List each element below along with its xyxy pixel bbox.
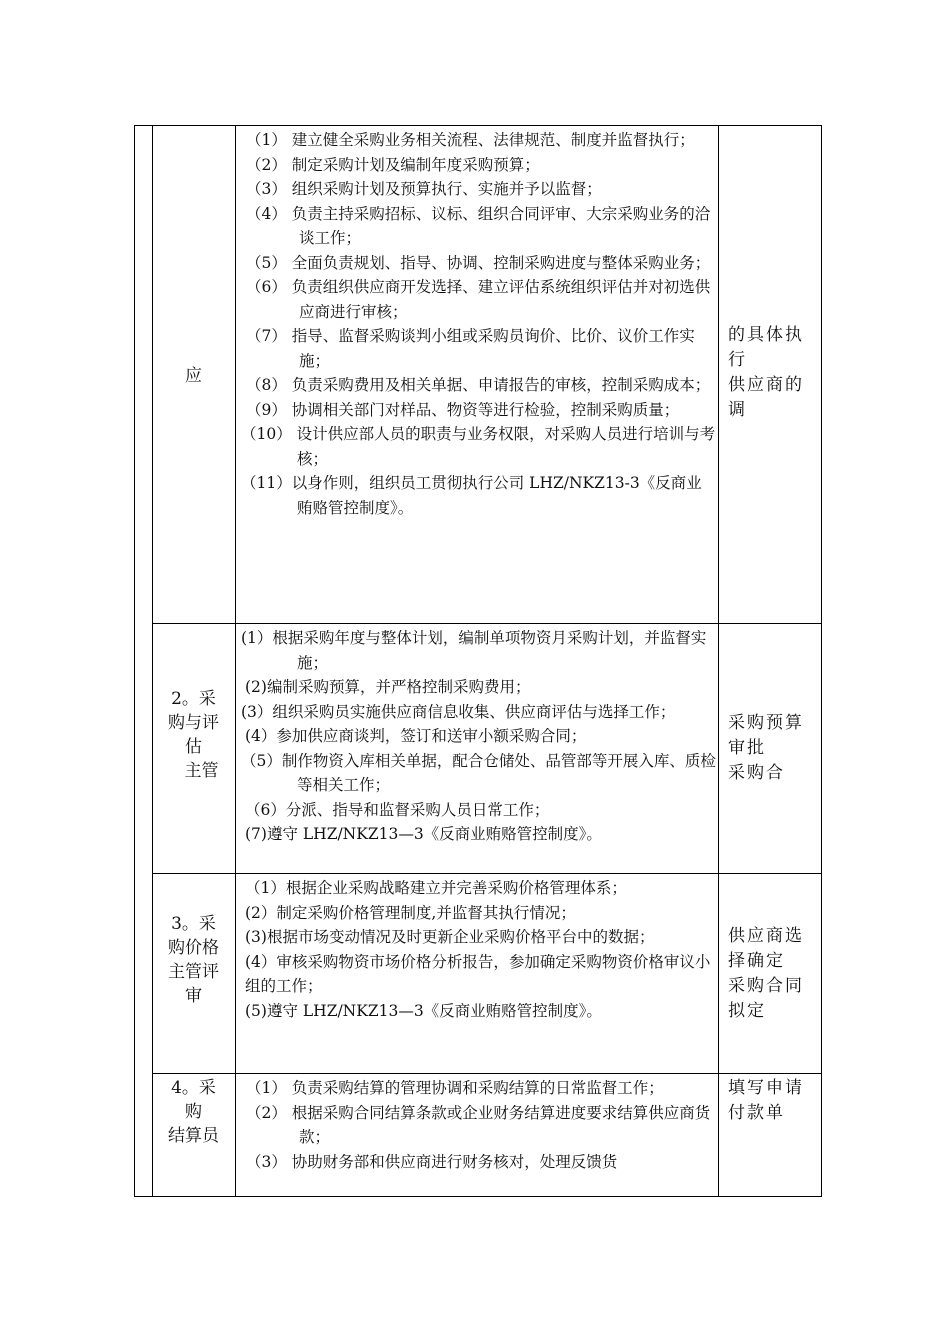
duty-item: （2） 制定采购计划及编制年度采购预算； <box>246 155 540 174</box>
column-rule-role <box>235 126 236 1196</box>
duties-cell <box>237 128 717 520</box>
role-line: 购 <box>185 1102 202 1122</box>
role-line: 结算员 <box>168 1126 219 1146</box>
role-line: 3。采 <box>171 914 216 934</box>
role-cell <box>153 912 234 1008</box>
authority-line: 拟定 <box>728 1001 766 1021</box>
duty-item: （11）以身作则，组织员工贯彻执行公司 LHZ/NKZ13-3《反商业贿赂管控制度》。 <box>241 474 702 517</box>
responsibility-table <box>134 125 822 1197</box>
duty-item: （6） 负责组织供应商开发选择、建立评估系统组织评估并对初选供应商进行审核； <box>246 278 711 321</box>
role-cell <box>153 687 234 783</box>
authority-line: 的具体执 <box>728 325 804 345</box>
role-line: 4。采 <box>171 1078 216 1098</box>
authority-line: 填写申请 <box>728 1078 804 1098</box>
role-cell <box>153 364 234 388</box>
duties-cell <box>237 1076 717 1174</box>
authority-line: 行 <box>728 350 747 370</box>
authority-line: 择确定 <box>728 951 785 971</box>
column-rule-duties <box>718 126 719 1196</box>
authority-cell <box>728 323 818 423</box>
duty-item: (5)遵守 LHZ/NKZ13—3《反商业贿赂管控制度》。 <box>245 1001 602 1020</box>
role-line: 主管 <box>184 761 219 781</box>
duties-cell <box>237 876 717 1023</box>
duty-item: （1） 建立健全采购业务相关流程、法律规范、制度并监督执行； <box>246 131 695 149</box>
role-line: 应 <box>185 366 202 386</box>
duty-item: (1）根据采购年度与整体计划，编制单项物资月采购计划，并监督实施； <box>241 629 707 672</box>
duty-item: （9） 协调相关部门对样品、物资等进行检验，控制采购质量； <box>246 400 680 419</box>
duty-item: (7)遵守 LHZ/NKZ13—3《反商业贿赂管控制度》。 <box>245 825 602 843</box>
duty-item: （1）根据企业采购战略建立并完善采购价格管理体系； <box>245 879 627 897</box>
duty-item: （10） 设计供应部人员的职责与业务权限，对采购人员进行培训与考核； <box>241 425 716 468</box>
duty-item: （4） 负责主持采购招标、议标、组织合同评审、大宗采购业务的洽谈工作； <box>246 204 711 247</box>
authority-line: 付款单 <box>728 1103 785 1123</box>
duty-item: (2)编制采购预算，并严格控制采购费用； <box>245 678 531 696</box>
role-cell <box>153 1076 234 1148</box>
duty-item: （3） 组织采购计划及预算执行、实施并予以监督； <box>246 180 602 198</box>
role-line: 2。采 <box>171 689 216 709</box>
authority-line: 采购预算 <box>728 713 804 733</box>
duty-item: (3)根据市场变动情况及时更新企业采购价格平台中的数据； <box>245 928 655 946</box>
authority-line: 采购合同 <box>728 976 804 996</box>
role-line: 购价格 <box>168 938 219 958</box>
duty-item: （7） 指导、监督采购谈判小组或采购员询价、比价、议价工作实施； <box>246 327 695 370</box>
duty-item: （5）制作物资入库相关单据，配合仓储处、品管部等开展入库、质检等相关工作； <box>241 751 716 794</box>
authority-line: 审批 <box>728 738 766 758</box>
column-rule-left <box>152 126 153 1196</box>
authority-line: 采购合 <box>728 763 785 783</box>
duty-item: （5） 全面负责规划、指导、协调、控制采购进度与整体采购业务； <box>246 253 711 272</box>
duties-cell <box>237 626 717 847</box>
role-line: 审 <box>185 986 202 1006</box>
duty-item: （1） 负责采购结算的管理协调和采购结算的日常监督工作； <box>246 1079 664 1097</box>
duty-item: （8） 负责采购费用及相关单据、申请报告的审核，控制采购成本； <box>246 376 711 394</box>
authority-cell <box>728 711 818 786</box>
duty-item: (3）组织采购员实施供应商信息收集、供应商评估与选择工作； <box>241 702 676 721</box>
authority-cell <box>728 924 818 1024</box>
duty-item: (2）制定采购价格管理制度,并监督其执行情况； <box>245 903 576 922</box>
duty-item: （3） 协助财务部和供应商进行财务核对，处理反馈货 <box>246 1152 618 1171</box>
authority-line: 供应商的 <box>728 375 804 395</box>
row-divider-1 <box>152 623 821 624</box>
duty-item: （6）分派、指导和监督采购人员日常工作； <box>245 800 550 819</box>
row-divider-2 <box>152 873 821 874</box>
authority-line: 供应商选 <box>728 926 804 946</box>
duty-item: （2） 根据采购合同结算条款或企业财务结算进度要求结算供应商货款； <box>246 1103 711 1146</box>
authority-line: 调 <box>728 400 747 420</box>
row-divider-3 <box>152 1073 821 1074</box>
role-line: 估 <box>185 737 202 757</box>
duty-item: (4）审核采购物资市场价格分析报告，参加确定采购物资价格审议小组的工作； <box>245 952 711 995</box>
duty-item: (4）参加供应商谈判，签订和送审小额采购合同； <box>245 727 587 745</box>
authority-cell <box>728 1076 818 1126</box>
role-line: 主管评 <box>168 962 219 982</box>
role-line: 购与评 <box>168 713 219 733</box>
